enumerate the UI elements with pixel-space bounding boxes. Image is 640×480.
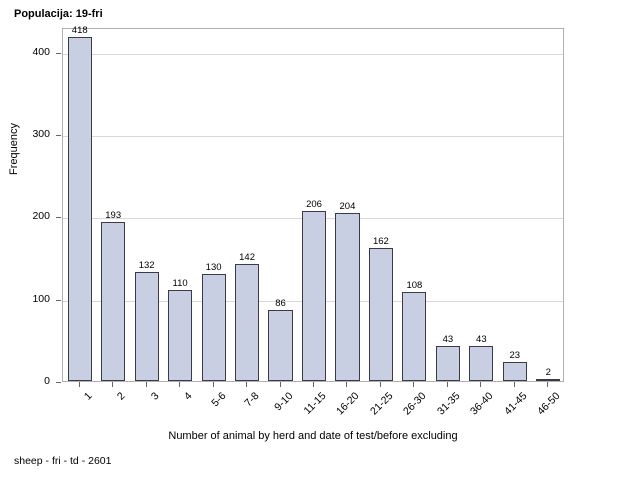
bar-value-label: 108 <box>406 280 423 292</box>
x-axis-tick-label: 2 <box>115 390 128 403</box>
bar <box>469 346 493 381</box>
bar <box>235 264 259 381</box>
x-axis-tick-mark <box>246 382 247 387</box>
y-axis-tick-label: 0 <box>44 375 50 387</box>
x-axis-tick-label: 21-25 <box>367 390 396 418</box>
x-axis-tick-label: 9-10 <box>271 390 296 414</box>
x-axis-tick-mark <box>112 382 113 387</box>
bar <box>436 346 460 381</box>
x-axis-tick-mark <box>480 382 481 387</box>
bar-value-label: 142 <box>239 252 255 264</box>
x-axis-tick-mark <box>79 382 80 387</box>
x-axis-tick-label: 46-50 <box>535 390 563 418</box>
bar-value-label: 204 <box>339 201 356 213</box>
bar-value-label: 132 <box>138 260 155 272</box>
x-axis-tick-label: 3 <box>148 390 162 403</box>
page-title: Populacija: 19-fri <box>14 8 103 20</box>
plot-area <box>62 24 564 382</box>
bar-value-label: 110 <box>172 278 188 290</box>
y-axis-tick-mark <box>56 135 61 136</box>
bar <box>268 310 292 381</box>
x-axis-tick-mark <box>447 382 448 387</box>
x-axis-tick-mark <box>280 382 281 387</box>
y-axis-tick-label: 100 <box>32 292 50 305</box>
x-axis-tick-mark <box>514 382 515 387</box>
y-axis-tick-label: 300 <box>32 128 50 141</box>
bar-value-label: 418 <box>71 24 88 36</box>
bar-value-label: 43 <box>476 333 487 345</box>
y-axis-tick-label: 400 <box>32 45 50 58</box>
bar-value-label: 193 <box>105 210 122 222</box>
x-axis-tick-mark <box>313 382 314 387</box>
bar <box>68 37 92 381</box>
bar-series <box>63 24 563 381</box>
y-axis-tick-mark <box>56 300 61 301</box>
bar <box>101 222 125 381</box>
x-axis-tick-mark <box>146 382 147 387</box>
x-axis-tick-label: 41-45 <box>501 390 530 418</box>
y-axis-tick-mark <box>56 217 61 218</box>
bar-value-label: 162 <box>372 235 389 247</box>
y-axis-label: Frequency <box>8 123 20 175</box>
x-axis-tick-label: 16-20 <box>334 390 362 418</box>
footnote: sheep - fri - td - 2601 <box>14 455 112 467</box>
bar <box>202 274 226 381</box>
bar <box>168 290 192 381</box>
bar-value-label: 23 <box>509 350 521 362</box>
x-axis-tick-label: 7-8 <box>242 390 262 410</box>
x-axis-label: Number of animal by herd and date of test/before excluding <box>168 430 458 442</box>
x-axis-tick-mark <box>413 382 414 387</box>
x-axis-tick-label: 26-30 <box>401 390 429 418</box>
y-axis-tick-label: 200 <box>32 210 50 223</box>
bar <box>335 213 359 381</box>
x-axis-tick-mark <box>179 382 180 387</box>
x-axis-tick-label: 11-15 <box>301 390 329 417</box>
x-axis-tick-mark <box>380 382 381 387</box>
bar <box>369 248 393 381</box>
bar <box>402 292 426 381</box>
x-axis-tick-label: 1 <box>81 390 95 403</box>
x-axis-tick-label: 31-35 <box>434 390 463 418</box>
bar <box>135 272 159 381</box>
bar <box>503 362 527 381</box>
x-axis-tick-mark <box>213 382 214 387</box>
bar-value-label: 43 <box>442 333 454 345</box>
x-axis-tick-mark <box>346 382 347 387</box>
bar <box>536 379 560 381</box>
bar-value-label: 206 <box>306 199 322 211</box>
bar <box>302 211 326 381</box>
bar-value-label: 86 <box>275 298 286 310</box>
bar-value-label: 2 <box>545 367 551 378</box>
x-axis-tick-label: 36-40 <box>468 390 496 418</box>
y-axis-tick-mark <box>56 53 61 54</box>
x-axis-tick-mark <box>547 382 548 387</box>
y-axis-tick-mark <box>56 382 61 383</box>
x-axis-tick-label: 4 <box>181 390 195 403</box>
x-axis-tick-label: 5-6 <box>208 390 229 410</box>
bar-value-label: 130 <box>205 261 222 273</box>
